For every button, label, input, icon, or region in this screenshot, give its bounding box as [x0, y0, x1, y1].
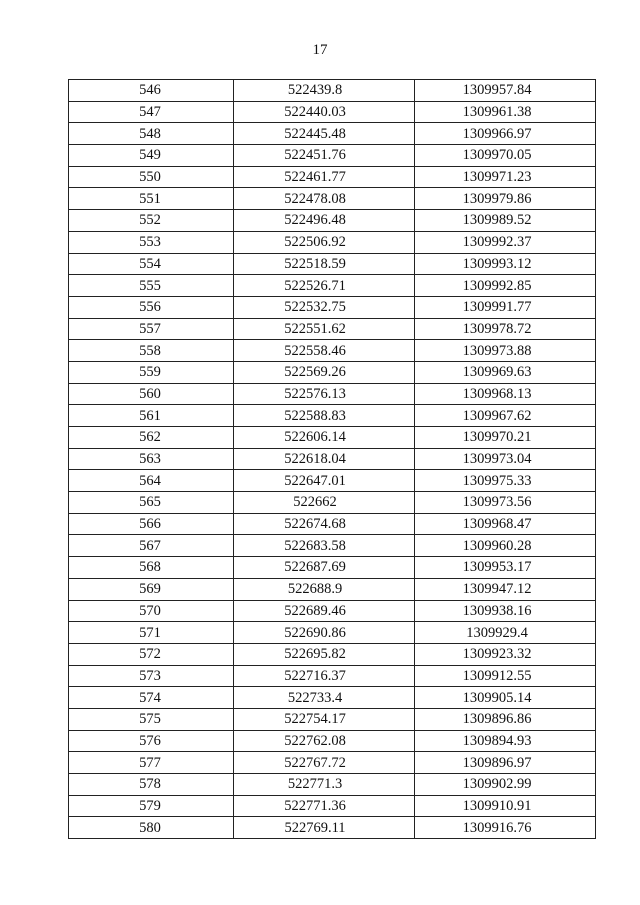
x-coordinate-cell: 522496.48: [234, 210, 415, 232]
point-number-cell: 555: [69, 275, 234, 297]
y-coordinate-cell: 1309989.52: [415, 210, 596, 232]
point-number-cell: 568: [69, 557, 234, 579]
point-number-cell: 554: [69, 253, 234, 275]
table-row: [69, 774, 596, 796]
y-coordinate-cell: 1309910.91: [415, 795, 596, 817]
x-coordinate-cell: 522762.08: [234, 730, 415, 752]
x-coordinate-cell: 522461.77: [234, 166, 415, 188]
table-row: [69, 643, 596, 665]
table-row: [69, 210, 596, 232]
point-number-cell: 546: [69, 80, 234, 102]
table-row: [69, 730, 596, 752]
table-row: [69, 231, 596, 253]
y-coordinate-cell: 1309912.55: [415, 665, 596, 687]
table-row: [69, 470, 596, 492]
x-coordinate-cell: 522769.11: [234, 817, 415, 839]
y-coordinate-cell: 1309970.05: [415, 145, 596, 167]
y-coordinate-cell: 1309969.63: [415, 361, 596, 383]
point-number-cell: 553: [69, 231, 234, 253]
x-coordinate-cell: 522551.62: [234, 318, 415, 340]
x-coordinate-cell: 522733.4: [234, 687, 415, 709]
table-row: [69, 817, 596, 839]
table-row: [69, 795, 596, 817]
page-number: 17: [312, 42, 328, 58]
point-number-cell: 575: [69, 708, 234, 730]
y-coordinate-cell: 1309960.28: [415, 535, 596, 557]
x-coordinate-cell: 522647.01: [234, 470, 415, 492]
y-coordinate-cell: 1309967.62: [415, 405, 596, 427]
y-coordinate-cell: 1309991.77: [415, 296, 596, 318]
point-number-cell: 563: [69, 448, 234, 470]
y-coordinate-cell: 1309978.72: [415, 318, 596, 340]
x-coordinate-cell: 522451.76: [234, 145, 415, 167]
point-number-cell: 571: [69, 622, 234, 644]
x-coordinate-cell: 522445.48: [234, 123, 415, 145]
x-coordinate-cell: 522618.04: [234, 448, 415, 470]
table-row: [69, 708, 596, 730]
y-coordinate-cell: 1309968.47: [415, 513, 596, 535]
coordinates-table-body: [69, 80, 596, 839]
table-row: [69, 318, 596, 340]
x-coordinate-cell: 522606.14: [234, 427, 415, 449]
x-coordinate-cell: 522532.75: [234, 296, 415, 318]
point-number-cell: 565: [69, 492, 234, 514]
table-row: [69, 600, 596, 622]
y-coordinate-cell: 1309966.97: [415, 123, 596, 145]
table-row: [69, 448, 596, 470]
table-row: [69, 752, 596, 774]
point-number-cell: 549: [69, 145, 234, 167]
x-coordinate-cell: 522716.37: [234, 665, 415, 687]
point-number-cell: 550: [69, 166, 234, 188]
y-coordinate-cell: 1309993.12: [415, 253, 596, 275]
point-number-cell: 580: [69, 817, 234, 839]
coordinates-table: [68, 79, 596, 839]
table-row: [69, 557, 596, 579]
table-row: [69, 405, 596, 427]
y-coordinate-cell: 1309979.86: [415, 188, 596, 210]
x-coordinate-cell: 522771.36: [234, 795, 415, 817]
table-row: [69, 687, 596, 709]
point-number-cell: 558: [69, 340, 234, 362]
point-number-cell: 572: [69, 643, 234, 665]
point-number-cell: 577: [69, 752, 234, 774]
table-row: [69, 578, 596, 600]
point-number-cell: 570: [69, 600, 234, 622]
table-row: [69, 123, 596, 145]
table-row: [69, 665, 596, 687]
point-number-cell: 548: [69, 123, 234, 145]
point-number-cell: 556: [69, 296, 234, 318]
y-coordinate-cell: 1309973.88: [415, 340, 596, 362]
x-coordinate-cell: 522683.58: [234, 535, 415, 557]
point-number-cell: 574: [69, 687, 234, 709]
point-number-cell: 573: [69, 665, 234, 687]
y-coordinate-cell: 1309894.93: [415, 730, 596, 752]
y-coordinate-cell: 1309973.04: [415, 448, 596, 470]
x-coordinate-cell: 522478.08: [234, 188, 415, 210]
table-row: [69, 427, 596, 449]
x-coordinate-cell: 522687.69: [234, 557, 415, 579]
x-coordinate-cell: 522526.71: [234, 275, 415, 297]
point-number-cell: 560: [69, 383, 234, 405]
point-number-cell: 561: [69, 405, 234, 427]
y-coordinate-cell: 1309973.56: [415, 492, 596, 514]
y-coordinate-cell: 1309971.23: [415, 166, 596, 188]
point-number-cell: 551: [69, 188, 234, 210]
y-coordinate-cell: 1309992.37: [415, 231, 596, 253]
table-row: [69, 101, 596, 123]
x-coordinate-cell: 522569.26: [234, 361, 415, 383]
table-row: [69, 166, 596, 188]
table-row: [69, 492, 596, 514]
table-row: [69, 622, 596, 644]
y-coordinate-cell: 1309970.21: [415, 427, 596, 449]
table-row: [69, 275, 596, 297]
table-row: [69, 253, 596, 275]
point-number-cell: 576: [69, 730, 234, 752]
point-number-cell: 552: [69, 210, 234, 232]
table-row: [69, 361, 596, 383]
table-row: [69, 188, 596, 210]
point-number-cell: 547: [69, 101, 234, 123]
point-number-cell: 567: [69, 535, 234, 557]
y-coordinate-cell: 1309896.86: [415, 708, 596, 730]
y-coordinate-cell: 1309916.76: [415, 817, 596, 839]
x-coordinate-cell: 522558.46: [234, 340, 415, 362]
x-coordinate-cell: 522576.13: [234, 383, 415, 405]
table-row: [69, 296, 596, 318]
y-coordinate-cell: 1309902.99: [415, 774, 596, 796]
point-number-cell: 569: [69, 578, 234, 600]
x-coordinate-cell: 522662: [234, 492, 415, 514]
y-coordinate-cell: 1309929.4: [415, 622, 596, 644]
x-coordinate-cell: 522754.17: [234, 708, 415, 730]
x-coordinate-cell: 522688.9: [234, 578, 415, 600]
x-coordinate-cell: 522674.68: [234, 513, 415, 535]
point-number-cell: 579: [69, 795, 234, 817]
y-coordinate-cell: 1309896.97: [415, 752, 596, 774]
y-coordinate-cell: 1309957.84: [415, 80, 596, 102]
table-row: [69, 145, 596, 167]
y-coordinate-cell: 1309947.12: [415, 578, 596, 600]
point-number-cell: 564: [69, 470, 234, 492]
x-coordinate-cell: 522695.82: [234, 643, 415, 665]
y-coordinate-cell: 1309923.32: [415, 643, 596, 665]
table-row: [69, 383, 596, 405]
x-coordinate-cell: 522588.83: [234, 405, 415, 427]
point-number-cell: 557: [69, 318, 234, 340]
y-coordinate-cell: 1309975.33: [415, 470, 596, 492]
y-coordinate-cell: 1309968.13: [415, 383, 596, 405]
x-coordinate-cell: 522439.8: [234, 80, 415, 102]
point-number-cell: 566: [69, 513, 234, 535]
y-coordinate-cell: 1309953.17: [415, 557, 596, 579]
point-number-cell: 559: [69, 361, 234, 383]
y-coordinate-cell: 1309992.85: [415, 275, 596, 297]
x-coordinate-cell: 522518.59: [234, 253, 415, 275]
x-coordinate-cell: 522506.92: [234, 231, 415, 253]
x-coordinate-cell: 522440.03: [234, 101, 415, 123]
x-coordinate-cell: 522690.86: [234, 622, 415, 644]
x-coordinate-cell: 522689.46: [234, 600, 415, 622]
y-coordinate-cell: 1309905.14: [415, 687, 596, 709]
x-coordinate-cell: 522767.72: [234, 752, 415, 774]
table-row: [69, 80, 596, 102]
point-number-cell: 578: [69, 774, 234, 796]
table-row: [69, 340, 596, 362]
table-row: [69, 513, 596, 535]
y-coordinate-cell: 1309961.38: [415, 101, 596, 123]
point-number-cell: 562: [69, 427, 234, 449]
x-coordinate-cell: 522771.3: [234, 774, 415, 796]
table-row: [69, 535, 596, 557]
y-coordinate-cell: 1309938.16: [415, 600, 596, 622]
